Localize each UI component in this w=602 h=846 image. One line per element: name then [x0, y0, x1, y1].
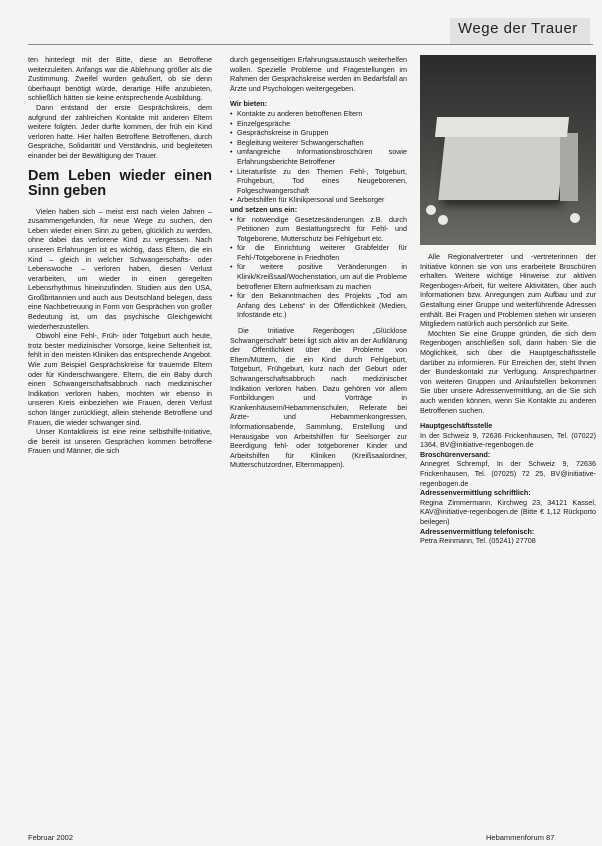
paragraph: durch gegenseitigen Erfahrungsaustausch weiterhelfen wollen. Spezielle Probleme und Fragestellungen im Rahmen der Gesprächskreise werden im Bedarfsfall an Ärzte und Psychologen weitergegeben.: [230, 55, 407, 93]
list-item: • Gesprächskreise in Gruppen: [230, 128, 407, 138]
contact-text: In der Schweiz 9, 72636 Frickenhausen, Tel. (07022) 1364, BV@initiative-regenbogen.de: [420, 430, 596, 450]
memory-box-image: [438, 130, 565, 200]
column-left: [28, 55, 212, 456]
article-subheading: Dem Leben wieder einen Sinn geben: [28, 167, 212, 199]
contact-text: Regina Zimmermann, Kirchweg 23, 34121 Kassel, KAV@initiative-regenbogen.de (Bitte € 1,12 Rückporto beilegen): [420, 497, 596, 527]
paragraph: Unser Kontaktkreis ist eine reine selbsthilfe-Initiative, die bereit ist unseren Gesprächen kommen betroffene Frauen und Männer, die sich: [28, 427, 212, 456]
flower-decoration: [438, 215, 448, 225]
paragraph: Möchten Sie eine Gruppe gründen, die sich dem Regenbogen anschließen soll, dann haben Sie die Möglichkeit, sich über die Hauptgeschäftsstelle darüber zu informieren. Für Erreichen der, steht Ihnen der Bundeskontakt zur Verfügung. Ansprechpartner von weiteren Gruppen und Anlaufstellen bekommen Sie über unsere Adressenvermittlung, an die Sie sich auch wenden können, wenn Sie Kontakte zu anderen Betroffenen suchen.: [420, 328, 596, 415]
list-item: • für notwendige Gesetzesänderungen z.B. durch Petitionen zum Bestattungsrecht für Fehl- und Totgeborene, Mutterschutz bei Fehlgeburt etc.: [230, 215, 407, 244]
list-item: • Kontakte zu anderen betroffenen Eltern: [230, 109, 407, 119]
offer-list: [230, 109, 407, 205]
section-header: [450, 18, 590, 44]
paragraph: Vielen haben sich – meist erst nach vielen Jahren – zusammengefunden, für neue Wege zu suchen, den Leben wieder einen Sinn zu geben, glücklich zu werden, ohne dabei das verlorene Kind zu vergessen. Nach unseren Erfahrungen ist es wichtig, dass Eltern, die ein Kind – gleich in welcher Schwangerschafts- oder Lebenswoche – verloren haben, diesen Verlust verarbeiten, um wieder in einen geregelten Lebensrhythmus hineinzufinden. Studien aus den USA, Großbritannien und auch aus Deutschland belegen, dass eine Nachbetreuung in Form von Gesprächen von großer Bedeutung ist, um das psychische Gleichgewicht wiederherzustellen.: [28, 206, 212, 331]
contact-label: Adressenvermittlung telefonisch:: [420, 526, 535, 536]
footer-date: Februar 2002: [28, 833, 74, 842]
paragraph: Alle Regionalvertreter und -vertreterinnen der Initiative können sie von uns erarbeitete Broschüren erhalten. Weitere wichtige Hinweise zur aktiven Regenbogen-Arbeit, für weitere Aktivitäten, über auch Informationen bzw. Anregungen zum Aufbau und zur Gestaltung einer Gruppe und weiterführende Adressen enthält. Bei Fragen und Problemen stehen wir unseren Mitgliedern natürlich auch persönlich zur Seite.: [420, 252, 596, 329]
list-item: • Arbeitshilfen für Klinikpersonal und Seelsorger: [230, 195, 407, 205]
paragraph: Obwohl eine Fehl-, Früh- oder Totgeburt auch heute, trotz bester medizinischer Vorsorge, keine Seltenheit ist, fehlt in den meisten Kliniken das entsprechende Angebot. Wie zum Beispiel Gesprächskreise für trauernde Eltern oder für Kinderschwangere. Eltern, die ein Baby durch einen Schwangerschaftsabbruch nach medizinischer Indikation verloren haben, mochten wir ebenso in unseren Kreis einbeziehen wie Frauen, deren Verlust schon länger zurückliegt, allein stehende Betroffene und Frauen, die wieder schwanger sind.: [28, 331, 212, 427]
list-item: • für den Bekanntmachen des Projekts „Tod am Anfang des Lebens“ in der Öffentlichkeit (Medien, Infostände etc.): [230, 291, 407, 320]
contact-label: Hauptgeschäftsstelle: [420, 421, 493, 431]
contact-text: Petra Reinmann, Tel. (05241) 27708: [420, 536, 536, 546]
flower-decoration: [426, 205, 436, 215]
flower-decoration: [570, 213, 580, 223]
offer-heading: Wir bieten:: [230, 99, 268, 109]
list-item: • Begleitung weiterer Schwangerschaften: [230, 138, 407, 148]
contact-label: Broschürenversand:: [420, 449, 491, 459]
article-photo: [420, 55, 596, 245]
footer-page-label: Hebammenforum 87: [486, 833, 555, 842]
paragraph: Die Initiative Regenbogen „Glücklose Schwangerschaft“ betei ligt sich aktiv an der Aufklärung der Öffentlichkeit über die Probleme von Eltern/Müttern, die ein Kind durch Fehlgeburt, Totgeburt, Frühgeburt, kurz nach der Geburt oder Schwangerschaftsabbruch nach medizinischer Indikation verloren haben. Dazu gehören vor allem Fortbildungen und Vorträge in Krankenhäusern/Hebammenschulen, Referate bei Ärzte- und Hebammenkongressen, Informationsabende, Sammlung, Erstellung und Herausgabe von Arbeitshilfen für Seelsorger zur Beerdigung fehl- oder totgeborener Kinder und Arbeitshilfen für Kliniken (Kreißsaalordner, Mutterschutzordner, Elternmappen).: [230, 326, 407, 470]
list-item: • für weitere positive Veränderungen in Klinik/Kreißsaal/Wochenstation, um auf die Probleme betroffener Eltern aufmerksam zu machen: [230, 262, 407, 291]
list-item: • Einzelgespräche: [230, 119, 407, 129]
action-heading: und setzen uns ein:: [230, 204, 298, 214]
list-item: • für die Einrichtung weiterer Grabfelder für Fehl-/Totgeborene in Friedhöfen: [230, 243, 407, 262]
contact-label: Adressenvermittlung schriftlich:: [420, 488, 531, 498]
memory-box-side: [560, 133, 578, 201]
section-title: Wege der Trauer: [458, 20, 578, 37]
action-list: [230, 215, 407, 321]
list-item: • Literaturliste zu den Themen Fehl-, Totgeburt, Frühgeburt, Tod eines Neugeborenen, Folgeschwangerschaft: [230, 167, 407, 196]
list-item: • umfangreiche Informationsbroschüren sowie Erfahrungsberichte Betroffener: [230, 147, 407, 166]
paragraph: ten hinterlegt mit der Bitte, diese an Betroffene weiterzuleiten. Anfangs war die Ablehnung größer als die Zustimmung. Zweifel wurden geäußert, ob sie denn überhaupt benötigt würde, derartige Hilfe anzubieten, schließlich hätten sie keine entsprechende Ausbildung.: [28, 55, 212, 103]
paragraph: Dann entstand der erste Gesprächskreis, dem aufgrund der zahlreichen Kontakte mit anderen Eltern weitere folgten. Jeder durfte kommen, der früh ein Kind verloren hatte. Hier halfen Betroffene Betroffenen, durch Gespräche, Solidarität und Verständnis, und begleiteten einander bei der Bewältigung der Trauer.: [28, 102, 212, 160]
column-middle: [230, 55, 407, 470]
column-right: [420, 252, 596, 546]
header-divider: [28, 44, 593, 45]
memory-box-lid: [435, 117, 569, 137]
contact-text: Annegret Schrempf, In der Schweiz 9, 72636 Frickenhausen, Tel. (07025) 72 25, BV@initiative-regenbogen.de: [420, 459, 596, 488]
